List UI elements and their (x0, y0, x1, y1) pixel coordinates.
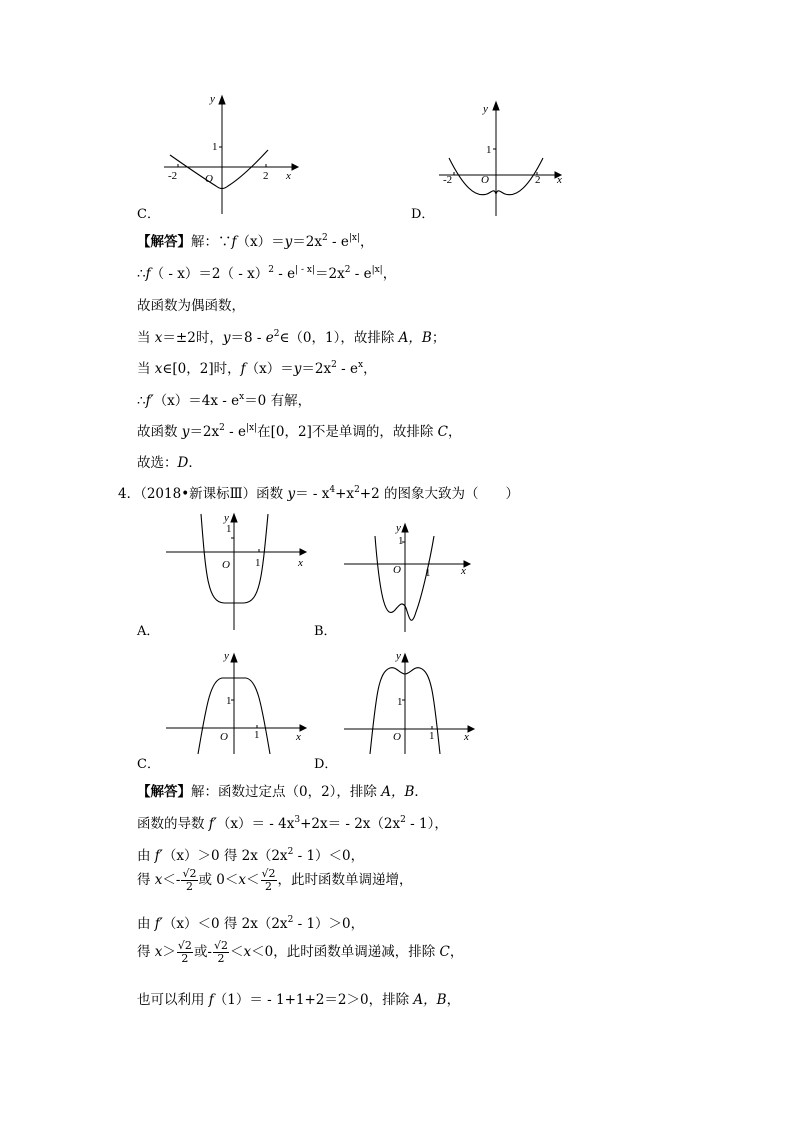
text: |x| (348, 233, 360, 243)
text: ， (446, 992, 461, 1008)
tick-neg2: -2 (443, 174, 453, 186)
text: x (238, 872, 247, 888)
sol3-line-5 (137, 357, 377, 377)
text: - e (224, 424, 247, 440)
text: 解：函数过定点（0，2），排除 (191, 784, 382, 800)
q4-graph-d (340, 648, 480, 758)
text: 由 (137, 848, 155, 864)
prev-graph-d (435, 98, 570, 223)
text: +2x＝ - 2x（2x (300, 816, 401, 832)
text: 当 (137, 361, 155, 377)
prev-option-d-label[interactable]: D． (411, 207, 435, 222)
text: ，此时函数单调递增， (277, 872, 413, 888)
text: ＜0，此时函数单调递减，排除 (251, 944, 440, 960)
solution-tag: 【解答】 (137, 234, 191, 250)
fraction-numerator: √2 (182, 867, 197, 880)
text: - e (327, 234, 349, 250)
text: y (222, 330, 231, 346)
text: ∴ (137, 393, 146, 409)
text: f (231, 234, 237, 250)
origin-label: O (220, 731, 228, 743)
text: ＝2x (314, 266, 345, 282)
axis-y-label: y (210, 93, 215, 105)
sol4-line-6 (137, 940, 463, 965)
fraction (177, 940, 193, 965)
text: 解：∵ (191, 234, 232, 250)
axis-x-label: x (464, 731, 469, 743)
axis-y-label: y (483, 103, 488, 115)
text: ＝ - x (295, 486, 330, 502)
text: 故函数 (137, 424, 182, 440)
text: f (145, 266, 151, 282)
text: - e (273, 266, 296, 282)
text: （x）＝ (245, 361, 294, 377)
q4-option-a[interactable]: A． (137, 624, 160, 639)
text: A，B (398, 330, 432, 346)
axis-x-label: x (298, 557, 303, 569)
text: 4 (329, 485, 336, 495)
q4-graph-b (340, 520, 475, 635)
sol3-line-7 (137, 420, 462, 440)
text: f′ (154, 848, 163, 864)
text: D (177, 455, 189, 471)
text: （x）＝4x - e (153, 393, 240, 409)
text: +x (335, 486, 355, 502)
tick-1: 1 (254, 729, 260, 741)
text: f′ (145, 393, 154, 409)
text: ＝2x (189, 424, 220, 440)
tick-1: 1 (226, 695, 232, 707)
text: ∈[0，2]时， (162, 361, 241, 377)
tick-1: 1 (398, 535, 404, 547)
text: 得 (137, 872, 155, 888)
q4-graph-c (162, 648, 312, 758)
axis-x-label: x (286, 170, 291, 182)
text: 2 (321, 233, 328, 243)
axis-y-label: y (396, 522, 401, 534)
tick-1: 1 (212, 141, 218, 153)
text: C (437, 424, 449, 440)
axis-x-label: x (557, 174, 562, 186)
text: x (243, 944, 252, 960)
tick-1: 1 (486, 144, 492, 156)
text: |x| (371, 265, 383, 275)
tick-1: 1 (226, 523, 232, 535)
sol4-line-3 (137, 844, 364, 864)
text: （x）＝ - 4x (216, 816, 295, 832)
text: ； (431, 330, 446, 346)
sol3-line-8 (137, 451, 202, 471)
text: y (287, 486, 296, 502)
sol4-line-7 (137, 988, 460, 1008)
origin-label: O (222, 559, 230, 571)
text: ∈（0，1），故排除 (279, 330, 399, 346)
text: |x| (246, 423, 258, 433)
text: f (208, 992, 214, 1008)
text: x (154, 330, 163, 346)
sol3-line-1 (137, 230, 373, 250)
tick-1: 1 (397, 696, 403, 708)
text: f′ (154, 916, 163, 932)
sol3-line-2 (137, 262, 396, 282)
fraction-denominator: 2 (185, 880, 193, 893)
text: - e (350, 266, 372, 282)
origin-label: O (393, 731, 401, 743)
text: A，B (413, 992, 447, 1008)
text: - 1）， (405, 816, 448, 832)
q4-graph-a (162, 508, 312, 633)
text: （x）＜0 得 2x（2x (162, 916, 288, 932)
text: ． (414, 784, 428, 800)
text: 2 (344, 265, 351, 275)
sol4-line-1 (137, 780, 428, 800)
tick-1: 1 (425, 567, 431, 579)
text: e (265, 330, 274, 346)
text: （2018•新课标Ⅲ）函数 (140, 486, 288, 502)
text: 或 0＜ (198, 872, 239, 888)
q4-option-b[interactable]: B． (314, 624, 337, 639)
axis-y-label: y (224, 512, 229, 524)
text: 2 (354, 485, 360, 495)
fraction (261, 868, 277, 893)
text: ， (448, 424, 462, 440)
text: ， (449, 944, 464, 960)
origin-label: O (481, 174, 489, 186)
fraction-denominator: 2 (265, 880, 273, 893)
text: ＝±2时， (162, 330, 223, 346)
sol3-line-6 (137, 389, 311, 409)
text: 3 (294, 815, 301, 825)
tick-2: 2 (263, 170, 269, 182)
tick-1: 1 (255, 557, 261, 569)
sol3-line-4 (137, 326, 445, 346)
text: ＝0 有解， (244, 393, 312, 409)
text: ∴ (137, 266, 146, 282)
axis-y-label: y (396, 650, 401, 662)
prev-option-c-label[interactable]: C． (137, 207, 160, 222)
sol4-line-2 (137, 812, 448, 832)
text: 2 (331, 360, 337, 370)
text: ， (382, 266, 397, 282)
text: 2 (268, 265, 274, 275)
text: 2 (400, 815, 406, 825)
text: 2 (287, 915, 294, 925)
tick-neg2: -2 (168, 170, 178, 182)
text: 2 (219, 423, 225, 433)
text: ＞ (162, 944, 176, 960)
text: y (181, 424, 190, 440)
text: y (293, 361, 302, 377)
sol3-line-3: 故函数为偶函数， (137, 298, 245, 314)
text: 得 (137, 944, 155, 960)
text: A，B (381, 784, 415, 800)
fraction (181, 868, 197, 893)
fraction-denominator: 2 (181, 952, 189, 965)
q4-option-d[interactable]: D． (314, 757, 338, 772)
text: （x）＞0 得 2x（2x (162, 848, 288, 864)
text: - 1）＞0， (293, 916, 365, 932)
text: +2 的图象大致为（ ） (359, 486, 519, 502)
fraction (213, 940, 229, 965)
text: ． (188, 455, 202, 471)
axis-x-label: x (296, 731, 301, 743)
text: y (284, 234, 293, 250)
text: ＜ (246, 872, 260, 888)
text: 或- (193, 944, 212, 960)
text: ＜ (230, 944, 244, 960)
text: （x）＝ (236, 234, 285, 250)
tick-2: 2 (535, 174, 541, 186)
q4-option-c[interactable]: C． (137, 757, 160, 772)
text: x (154, 872, 163, 888)
text: ＝8 - (230, 330, 266, 346)
text: 函数的导数 (137, 816, 209, 832)
sol4-line-4 (137, 868, 413, 893)
fraction-numerator: √2 (214, 939, 229, 952)
text: ＜- (162, 872, 181, 888)
text: x (154, 944, 163, 960)
text: x (239, 392, 245, 402)
text: 也可以利用 (137, 992, 209, 1008)
text: （ - x）＝2（ - x） (150, 266, 269, 282)
text: - 1）＜0， (293, 848, 365, 864)
fraction-numerator: √2 (261, 867, 276, 880)
fraction-denominator: 2 (217, 952, 225, 965)
text: 2 (273, 329, 280, 339)
text: f′ (208, 816, 217, 832)
question-number: 4． (118, 486, 141, 502)
text: ＝2x (292, 234, 322, 250)
text: （1）＝ - 1+1+2＝2＞0，排除 (213, 992, 414, 1008)
origin-label: O (393, 564, 401, 576)
text: 在[0，2]不是单调的，故排除 (257, 424, 438, 440)
text: 故选： (137, 455, 178, 471)
text: f (240, 361, 246, 377)
text: x (154, 361, 163, 377)
solution-tag: 【解答】 (137, 784, 191, 800)
question-4-stem (118, 482, 519, 502)
text: | - x| (295, 265, 315, 275)
sol4-line-5 (137, 912, 364, 932)
text: x (357, 360, 364, 370)
origin-label: O (205, 173, 213, 185)
text: - e (336, 361, 358, 377)
text: C (439, 944, 450, 960)
fraction-numerator: √2 (177, 939, 192, 952)
text: ， (359, 234, 374, 250)
prev-graph-c (160, 92, 300, 217)
text: ， (363, 361, 377, 377)
tick-1: 1 (429, 730, 435, 742)
text: ＝2x (301, 361, 332, 377)
axis-x-label: x (461, 565, 466, 577)
text: 由 (137, 916, 155, 932)
text: 当 (137, 330, 155, 346)
axis-y-label: y (224, 650, 229, 662)
text: 2 (287, 847, 294, 857)
